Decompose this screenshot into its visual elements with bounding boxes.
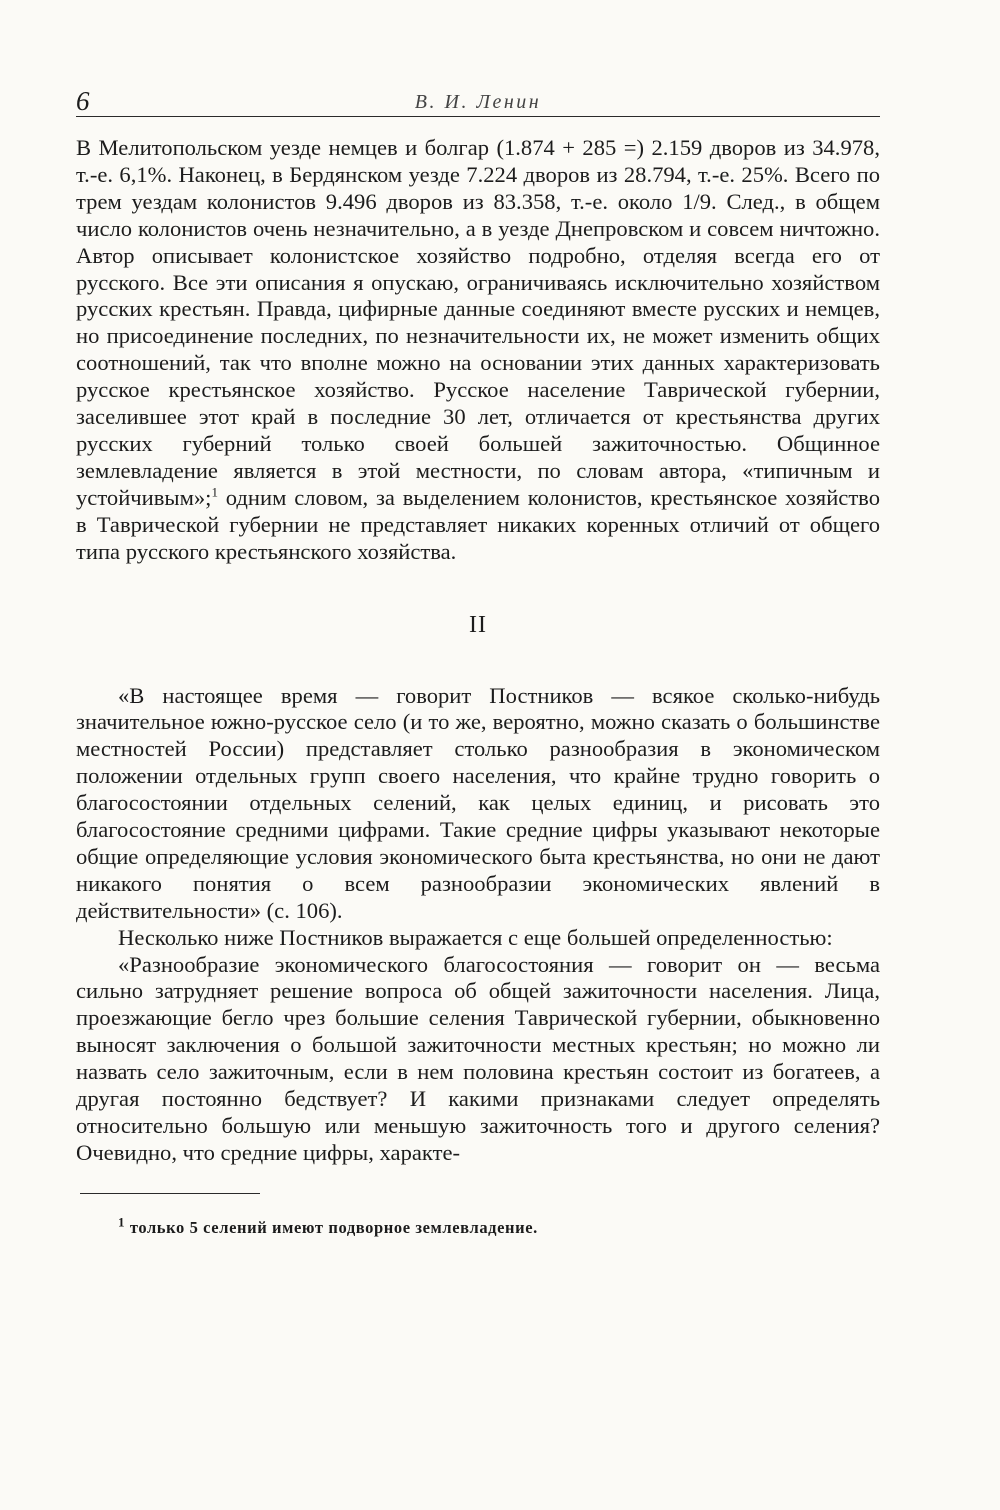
book-page (76, 80, 880, 1238)
paragraph-text: В Мелитопольском уезде немцев и болгар (1.874 + 285 =) 2.159 дворов из 34.978, т.-е. 6,1%. Наконец, в Бердянском уезде 7.224 дворов из 28.794, т.-е. 25%. Всего по трем уездам колонистов 9.496 дворов из 83.358, т.-е. около 1/9. След., в общем число колонистов очень незначительно, а в уезде Днепровском и совсем ничтожно. Автор описывает колонистское хозяйство подробно, отделяя всегда его от русского. Все эти описания я опускаю, ограничиваясь исключительно хозяйством русских крестьян. Правда, цифирные данные соединяют вместе русских и немцев, но присоединение последних, по незначительности их, не может изменить общих соотношений, так что вполне можно на основании этих данных характеризовать русское крестьянское хозяйство. Русское население Таврической губернии, заселившее этот край в последние 30 лет, отличается от крестьянства других русских губерний только своей большей зажиточностью. Общинное землевладение является в этой местности, по словам автора, «типичным и устойчивым»; (76, 135, 880, 510)
footnote-reference: 1 (211, 484, 218, 500)
section-two (76, 683, 880, 1167)
footnote (118, 1214, 880, 1238)
footnote-divider (80, 1193, 260, 1194)
footnote-marker: 1 (118, 1214, 126, 1230)
quote-paragraph: «В настоящее время — говорит Постников — всякое сколько-нибудь значительное южно-русское село (и то же, вероятно, можно сказать о большинстве местностей России) представляет столько разнообразия в экономическом положении отдельных групп своего населения, что крайне трудно говорить о благосостоянии отдельных селений, как целых единиц, и рисовать это благосостояние средними цифрами. Такие средние цифры указывают некоторые общие определяющие условия экономического быта крестьянства, но они не дают никакого понятия о всем разнообразии экономических явлений в действительности» (с. 106). (76, 682, 880, 923)
section-heading: II (469, 611, 487, 638)
running-head-author: В. И. Ленин (414, 91, 542, 113)
quote-paragraph: «Разнообразие экономического благосостояния — говорит он — весьма сильно затрудняет решение вопроса об общей зажиточности населения. Лица, проезжающие бегло чрез большие селения Таврической губернии, обыкновенно выносят заключения о большой зажиточности местных крестьян; но можно ли назвать село зажиточным, если в нем половина крестьян состоит из богатеев, а другая постоянно бедствует? И какими признаками следует определять относительно большую или меньшую зажиточность того и другого селения? Очевидно, что средние цифры, характе- (76, 951, 880, 1165)
running-head (76, 80, 880, 117)
page-number: 6 (76, 86, 90, 116)
section-one (76, 135, 880, 566)
body-paragraph: Несколько ниже Постников выражается с еще большей определенностью: (118, 924, 833, 950)
footnote-text: только 5 селений имеют подворное землевладение. (125, 1217, 538, 1237)
body-paragraph (76, 135, 880, 566)
paragraph-text-end: одним словом, за выделением колонистов, крестьянское хозяйство в Таврической губернии не представляет никаких коренных отличий от общего типа русского крестьянского хозяйства. (76, 484, 880, 564)
